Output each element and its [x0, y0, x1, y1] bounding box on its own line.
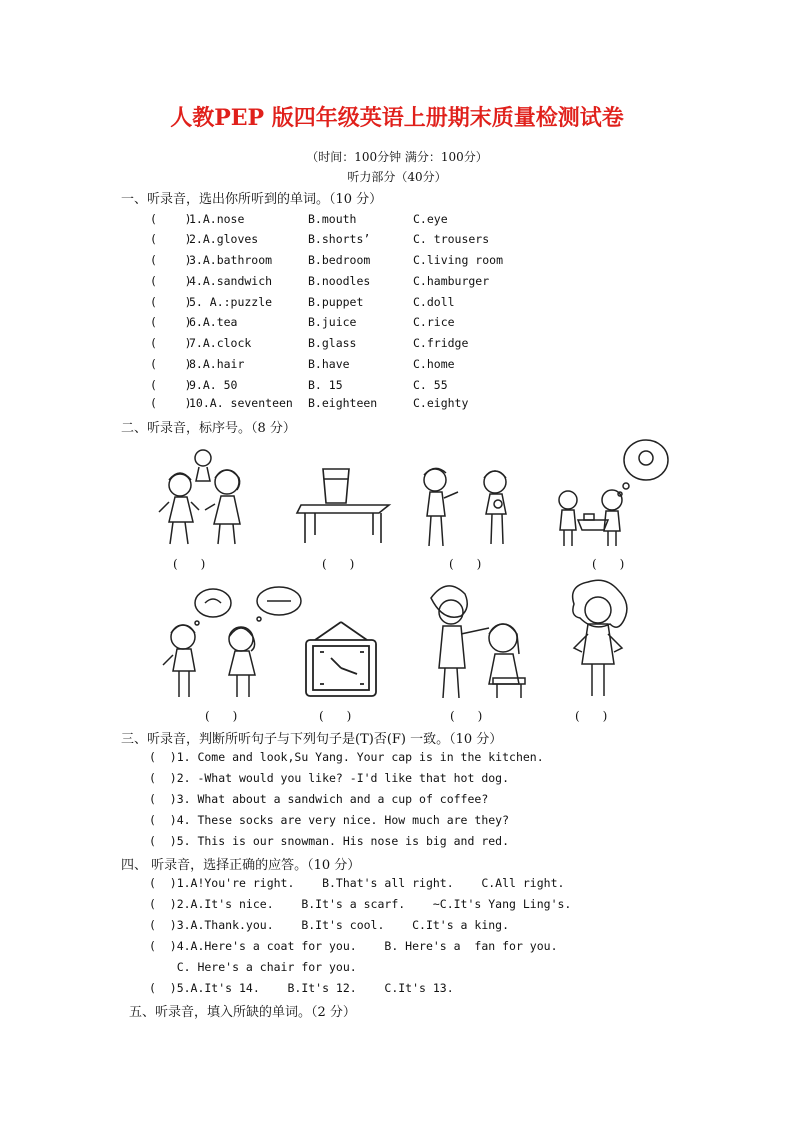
answer-paren-5[interactable]: ( ) — [205, 709, 238, 723]
judgement-item[interactable]: ( )4. These socks are very nice. How much are they? — [149, 813, 510, 827]
option-a[interactable]: 8.A.hair — [189, 357, 245, 371]
answer-blank[interactable]: ( ) — [150, 396, 192, 410]
judgement-item[interactable]: ( )2. -What would you like? -I'd like that hot dog. — [149, 771, 510, 785]
option-c[interactable]: C.rice — [413, 315, 455, 329]
listening-part-heading: 听力部分（40分） — [347, 170, 447, 184]
option-c[interactable]: C.hamburger — [413, 274, 490, 288]
option-b[interactable]: B.have — [308, 357, 350, 371]
option-c[interactable]: C.living room — [413, 253, 504, 267]
answer-paren-7[interactable]: ( ) — [450, 709, 483, 723]
option-a[interactable]: 3.A.bathroom — [189, 253, 273, 267]
answer-blank[interactable]: ( ) — [150, 212, 192, 226]
option-a[interactable]: 9.A. 50 — [189, 378, 238, 392]
picture-two-kids-talking — [145, 440, 255, 552]
page-title: 人教PEP 版四年级英语上册期末质量检测试卷 — [170, 105, 624, 131]
response-item[interactable]: ( )4.A.Here's a coat for you. B. Here's a fan for you. — [149, 939, 558, 953]
time-score-line: （时间：100分钟 满分：100分） — [306, 150, 488, 164]
answer-blank[interactable]: ( ) — [150, 357, 192, 371]
section5-title: 五、听录音，填入所缺的单词。（2 分） — [129, 1005, 356, 1020]
option-c[interactable]: C.eighty — [413, 396, 469, 410]
option-b[interactable]: B.juice — [308, 315, 357, 329]
option-b[interactable]: B.noodles — [308, 274, 371, 288]
section3-title: 三、听录音，判断所听句子与下列句子是(T)否(F) 一致。（10 分） — [121, 732, 503, 747]
picture-kids-thought-bubble — [550, 438, 675, 550]
picture-glass-on-table — [295, 465, 395, 545]
option-c[interactable]: C. 55 — [413, 378, 448, 392]
option-a[interactable]: 10.A. seventeen — [189, 396, 293, 410]
response-item[interactable]: ( )3.A.Thank.you. B.It's cool. C.It's a king. — [149, 918, 510, 932]
answer-blank[interactable]: ( ) — [150, 378, 192, 392]
option-b[interactable]: B.eighteen — [308, 396, 378, 410]
judgement-item[interactable]: ( )1. Come and look,Su Yang. Your cap is in the kitchen. — [149, 750, 544, 764]
section1-title: 一、听录音，选出你所听到的单词。（10 分） — [121, 192, 383, 207]
picture-boy-and-girl — [410, 460, 525, 552]
answer-blank[interactable]: ( ) — [150, 232, 192, 246]
answer-paren-6[interactable]: ( ) — [319, 709, 352, 723]
option-b[interactable]: B.glass — [308, 336, 357, 350]
option-c[interactable]: C.home — [413, 357, 455, 371]
option-b[interactable]: B.mouth — [308, 212, 357, 226]
option-c[interactable]: C.doll — [413, 295, 455, 309]
option-b[interactable]: B.shorts’ — [308, 232, 371, 246]
answer-paren-8[interactable]: ( ) — [575, 709, 608, 723]
option-a[interactable]: 7.A.clock — [189, 336, 252, 350]
response-item[interactable]: ( )2.A.It's nice. B.It's a scarf. ~C.It's Yang Ling's. — [149, 897, 572, 911]
section4-title: 四、 听录音，选择正确的应答。（10 分） — [121, 858, 361, 873]
answer-blank[interactable]: ( ) — [150, 336, 192, 350]
answer-paren-1[interactable]: ( ) — [173, 557, 206, 571]
response-item[interactable]: ( )5.A.It's 14. B.It's 12. C.It's 13. — [149, 981, 454, 995]
option-a[interactable]: 5. A.:puzzle — [189, 295, 273, 309]
option-a[interactable]: 4.A.sandwich — [189, 274, 273, 288]
option-a[interactable]: 2.A.gloves — [189, 232, 259, 246]
option-c[interactable]: C.eye — [413, 212, 448, 226]
option-c[interactable]: C.fridge — [413, 336, 469, 350]
answer-paren-3[interactable]: ( ) — [449, 557, 482, 571]
answer-blank[interactable]: ( ) — [150, 253, 192, 267]
answer-blank[interactable]: ( ) — [150, 315, 192, 329]
answer-paren-4[interactable]: ( ) — [592, 557, 625, 571]
option-c[interactable]: C. trousers — [413, 232, 490, 246]
answer-blank[interactable]: ( ) — [150, 274, 192, 288]
option-a[interactable]: 1.A.nose — [189, 212, 245, 226]
judgement-item[interactable]: ( )3. What about a sandwich and a cup of coffee? — [149, 792, 489, 806]
section2-title: 二、听录音，标序号。（8 分） — [121, 421, 296, 436]
option-b[interactable]: B.puppet — [308, 295, 364, 309]
judgement-item[interactable]: ( )5. This is our snowman. His nose is big and red. — [149, 834, 510, 848]
picture-kids-thinking-food — [155, 585, 315, 703]
option-b[interactable]: B.bedroom — [308, 253, 371, 267]
picture-woman-and-girl — [425, 578, 545, 703]
response-item[interactable]: ( )1.A!You're right. B.That's all right. C.All right. — [149, 876, 565, 890]
option-b[interactable]: B. 15 — [308, 378, 343, 392]
answer-paren-2[interactable]: ( ) — [322, 557, 355, 571]
option-a[interactable]: 6.A.tea — [189, 315, 238, 329]
response-item[interactable]: C. Here's a chair for you. — [149, 960, 357, 974]
picture-curly-hair-girl — [560, 580, 640, 702]
picture-wall-clock — [298, 620, 384, 698]
answer-blank[interactable]: ( ) — [150, 295, 192, 309]
